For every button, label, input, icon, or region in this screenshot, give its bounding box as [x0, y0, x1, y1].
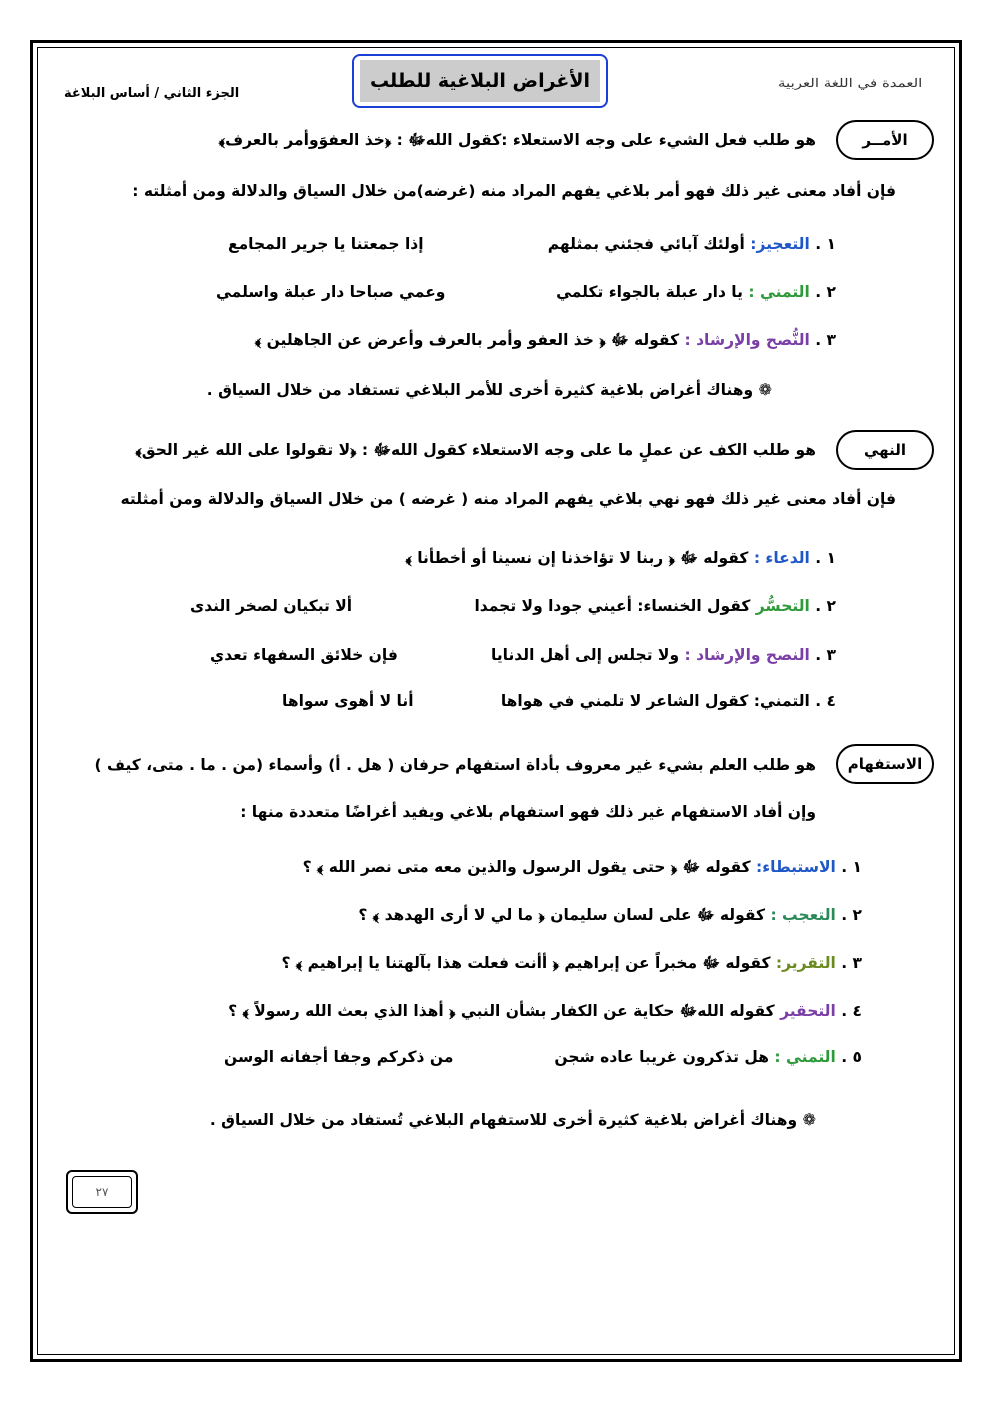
nahy-item-2	[474, 597, 836, 615]
nahy-item-1	[405, 548, 836, 571]
istifham-intro: وإن أفاد الاستفهام غير ذلك فهو استفهام بلاغي ويفيد أغراضًا متعددة منها :	[240, 803, 816, 821]
nahy-item-4-hemistich: أنا لا أهوى سواها	[282, 692, 414, 710]
nahy-item-3-hemistich: فإن خلائق السفهاء تعدي	[210, 646, 398, 664]
amr-intro: فإن أفاد معنى غير ذلك فهو أمر بلاغي يفهم المراد منه (غرضه)من خلال السياق والدلالة ومن أمثلته :	[132, 182, 896, 200]
item-text: كقوله ﷻ على لسان سليمان ﴿ ما لي لا أرى الهدهد ﴾ ؟	[358, 906, 766, 924]
item-number: ٤ .	[841, 1002, 862, 1020]
istifham-item-5-hemistich: من ذكركم وجفا أجفانه الوسن	[224, 1048, 454, 1066]
item-text: كقوله ﷻ ﴿ ربنا لا تؤاخذنا إن نسينا أو أخطأنا ﴾	[405, 549, 749, 567]
page-number: ٢٧	[72, 1176, 132, 1208]
book-part-label: الجزء الثاني / أساس البلاغة	[64, 86, 240, 101]
istifham-note	[210, 1110, 816, 1129]
amr-item-2	[556, 283, 836, 301]
amr-item-1	[548, 235, 836, 253]
page-title: الأغراض البلاغية للطلب	[360, 60, 600, 102]
item-label: التحسُّر	[755, 597, 810, 615]
item-label: التمني :	[774, 1048, 836, 1066]
nahy-intro: فإن أفاد معنى غير ذلك فهو نهي بلاغي يفهم المراد منه ( غرضه ) من خلال السياق والدلالة ومن أمثلته	[120, 490, 896, 508]
item-number: ٢ .	[841, 906, 862, 924]
nahy-item-3	[491, 646, 836, 664]
item-text: كقوله ﷻ مخبراً عن إبراهيم ﴿ أأنت فعلت هذا بآلهتنا يا إبراهيم ﴾ ؟	[281, 954, 771, 972]
amr-definition: هو طلب فعل الشيء على وجه الاستعلاء :كقول اللهﷻ : ﴿خذ العفوَوأمر بالعرف﴾	[218, 131, 816, 149]
section-pill-amr: الأمــر	[836, 120, 934, 160]
nahy-item-4	[501, 692, 836, 710]
istifham-item-3	[281, 953, 862, 976]
item-text: أولئك آبائي فجئني بمثلهم	[547, 235, 745, 253]
item-label: التعجيز:	[750, 235, 810, 253]
item-text: كقوله اللهﷻ حكاية عن الكفار بشأن النبي ﴿ أهذا الذي بعث الله رسولاً ﴾ ؟	[228, 1002, 775, 1020]
item-label: التقرير:	[775, 954, 836, 972]
item-text: كقوله ﷻ ﴿ حتى يقول الرسول والذين معه متى نصر الله ﴾ ؟	[302, 858, 751, 876]
item-number: ٥ .	[841, 1048, 862, 1066]
istifham-item-1	[303, 857, 862, 880]
item-label: التحقير	[780, 1002, 836, 1020]
istifham-item-4	[228, 1001, 862, 1024]
item-number: ٣ .	[841, 954, 862, 972]
item-number: ٢ .	[815, 597, 836, 615]
item-label: التمني :	[748, 283, 810, 301]
note-text: وهناك أغراض بلاغية كثيرة أخرى للأمر البلاغي تستفاد من خلال السياق .	[206, 381, 754, 399]
item-number: ١ .	[841, 858, 862, 876]
item-number: ٤ .	[815, 692, 836, 710]
item-number: ١ .	[815, 235, 836, 253]
flower-icon: ❁	[802, 1110, 816, 1129]
note-text: وهناك أغراض بلاغية كثيرة أخرى للاستفهام البلاغي تُستفاد من خلال السياق .	[209, 1111, 798, 1129]
nahy-definition: هو طلب الكف عن عملٍ ما على وجه الاستعلاء كقول اللهﷻ : ﴿لا تقولوا على الله غير الحق﴾	[135, 441, 816, 459]
nahy-item-2-hemistich: ألا تبكيان لصخر الندى	[190, 597, 353, 615]
section-pill-nahy: النهي	[836, 430, 934, 470]
istifham-item-2	[358, 905, 862, 928]
amr-note	[207, 380, 772, 399]
istifham-item-5	[554, 1048, 862, 1066]
item-label: النصح والإرشاد :	[684, 646, 810, 664]
amr-item-1-hemistich: إذا جمعتنا يا جرير المجامع	[228, 235, 424, 253]
item-label: الدعاء :	[753, 549, 810, 567]
item-text: كقوله ﷻ ﴿ خذ العفو وأمر بالعرف وأعرض عن الجاهلين ﴾	[254, 331, 680, 349]
item-number: ٣ .	[815, 331, 836, 349]
item-number: ٢ .	[815, 283, 836, 301]
amr-item-3	[255, 330, 836, 353]
item-text: يا دار عبلة بالجواء تكلمي	[556, 283, 743, 301]
item-text: كقول الخنساء: أعيني جودا ولا تجمدا	[474, 597, 751, 615]
amr-item-2-hemistich: وعمي صباحا دار عبلة واسلمي	[216, 283, 446, 301]
item-label: التمني:	[753, 692, 810, 710]
section-pill-istifham: الاستفهام	[836, 744, 934, 784]
item-label: الاستبطاء:	[756, 858, 836, 876]
item-text: هل تذكرون غريبا عاده شجن	[554, 1048, 769, 1066]
istifham-definition: هو طلب العلم بشيء غير معروف بأداة استفهام حرفان ( هل . أ) وأسماء (من . ما . متى، كيف )	[94, 756, 816, 774]
item-text: كقول الشاعر لا تلمني في هواها	[500, 692, 749, 710]
item-number: ٣ .	[815, 646, 836, 664]
flower-icon: ❁	[758, 380, 772, 399]
item-label: التعجب :	[770, 906, 836, 924]
item-text: ولا تجلس إلى أهل الدنايا	[491, 646, 680, 664]
item-label: النُّصح والإرشاد :	[684, 331, 810, 349]
item-number: ١ .	[815, 549, 836, 567]
book-logo: العمدة في اللغة العربية	[778, 75, 923, 91]
